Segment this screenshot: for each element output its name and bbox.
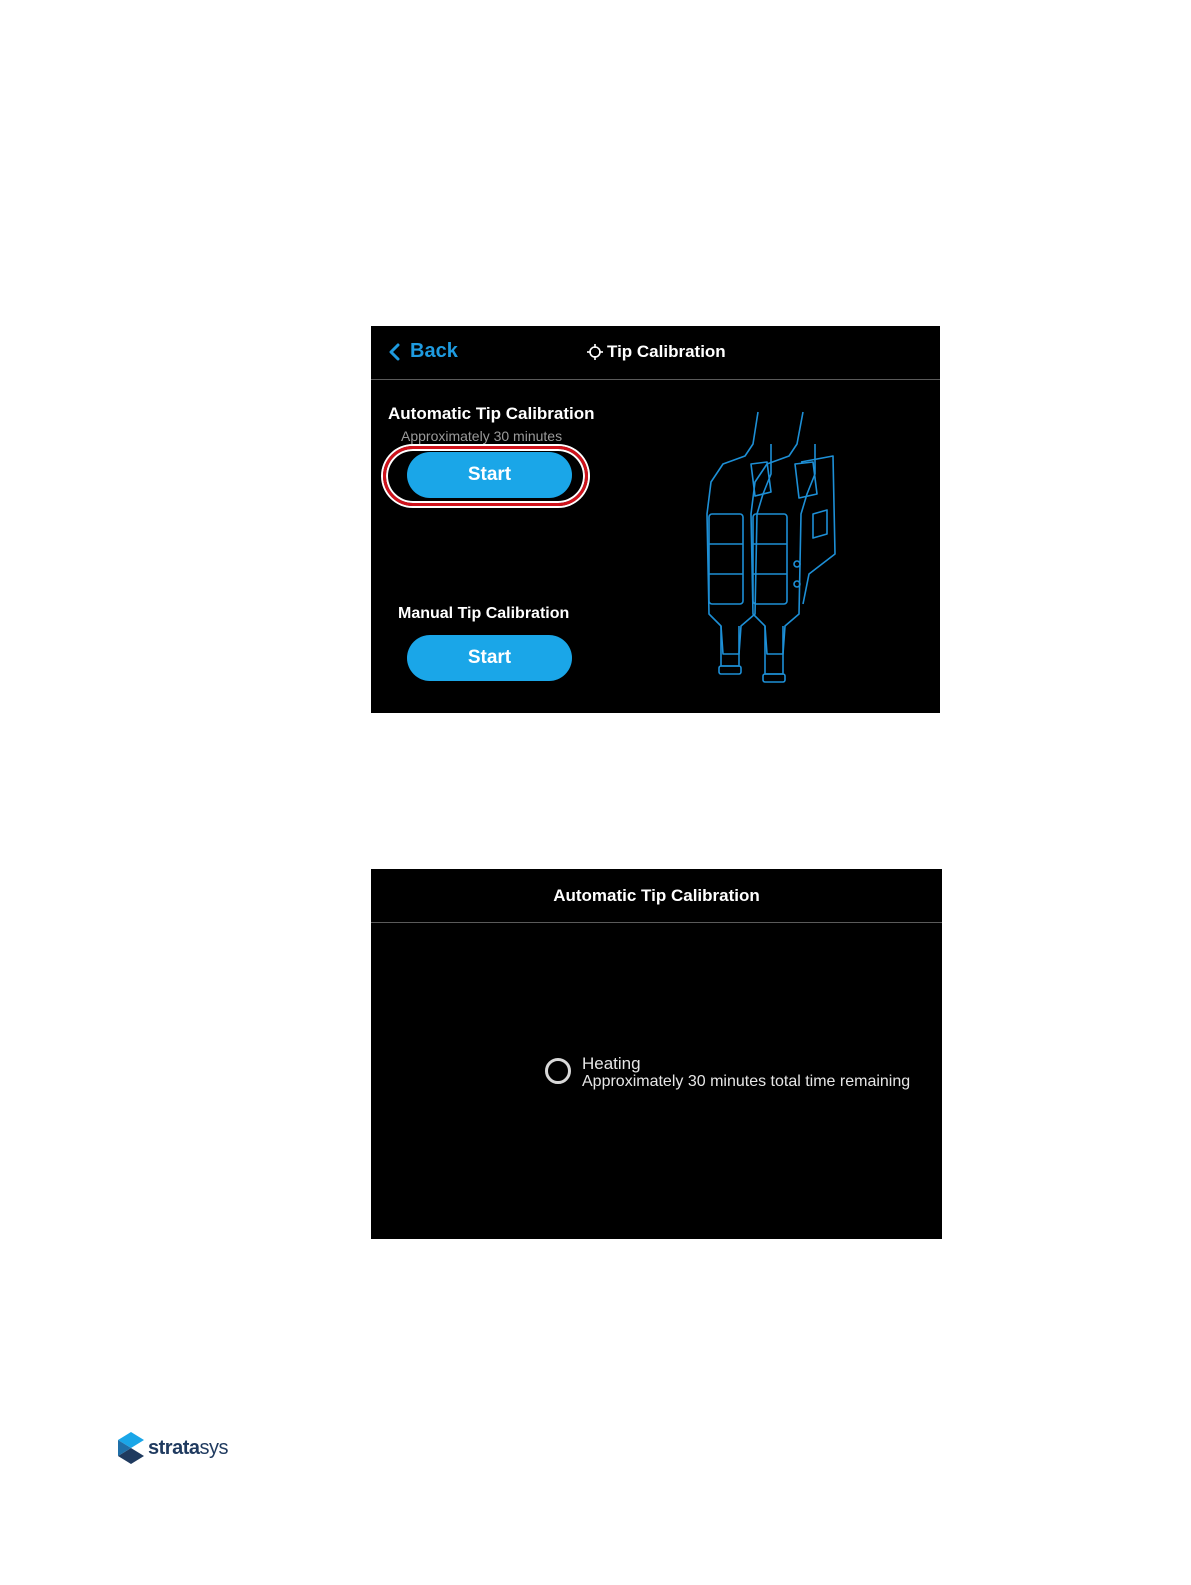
page-title: Automatic Tip Calibration (553, 886, 760, 905)
automatic-calibration-duration: Approximately 30 minutes (401, 428, 563, 444)
time-remaining-text: Approximately 30 minutes total time remaining (582, 1073, 911, 1090)
stratasys-logo (118, 1432, 228, 1464)
page-title-text: Tip Calibration (607, 342, 726, 361)
back-button[interactable] (389, 340, 458, 363)
automatic-calibration-title: Automatic Tip Calibration (388, 404, 595, 423)
tip-calibration-screen (371, 326, 940, 713)
back-label: Back (410, 340, 458, 362)
logo-text: stratasys (148, 1436, 228, 1459)
calibration-target-icon (587, 344, 603, 360)
loading-spinner-icon (545, 1058, 571, 1084)
automatic-calibration-progress-screen (371, 869, 942, 1239)
header-bar (371, 869, 942, 923)
chevron-left-icon (389, 343, 400, 361)
manual-start-button[interactable]: Start (407, 635, 572, 681)
printhead-illustration (693, 404, 853, 694)
automatic-start-button[interactable]: Start (407, 452, 572, 498)
page-title (587, 342, 726, 362)
header-bar (371, 326, 940, 380)
stratasys-logo-icon (118, 1432, 144, 1464)
status-label: Heating (582, 1054, 641, 1073)
manual-calibration-title: Manual Tip Calibration (398, 605, 570, 622)
